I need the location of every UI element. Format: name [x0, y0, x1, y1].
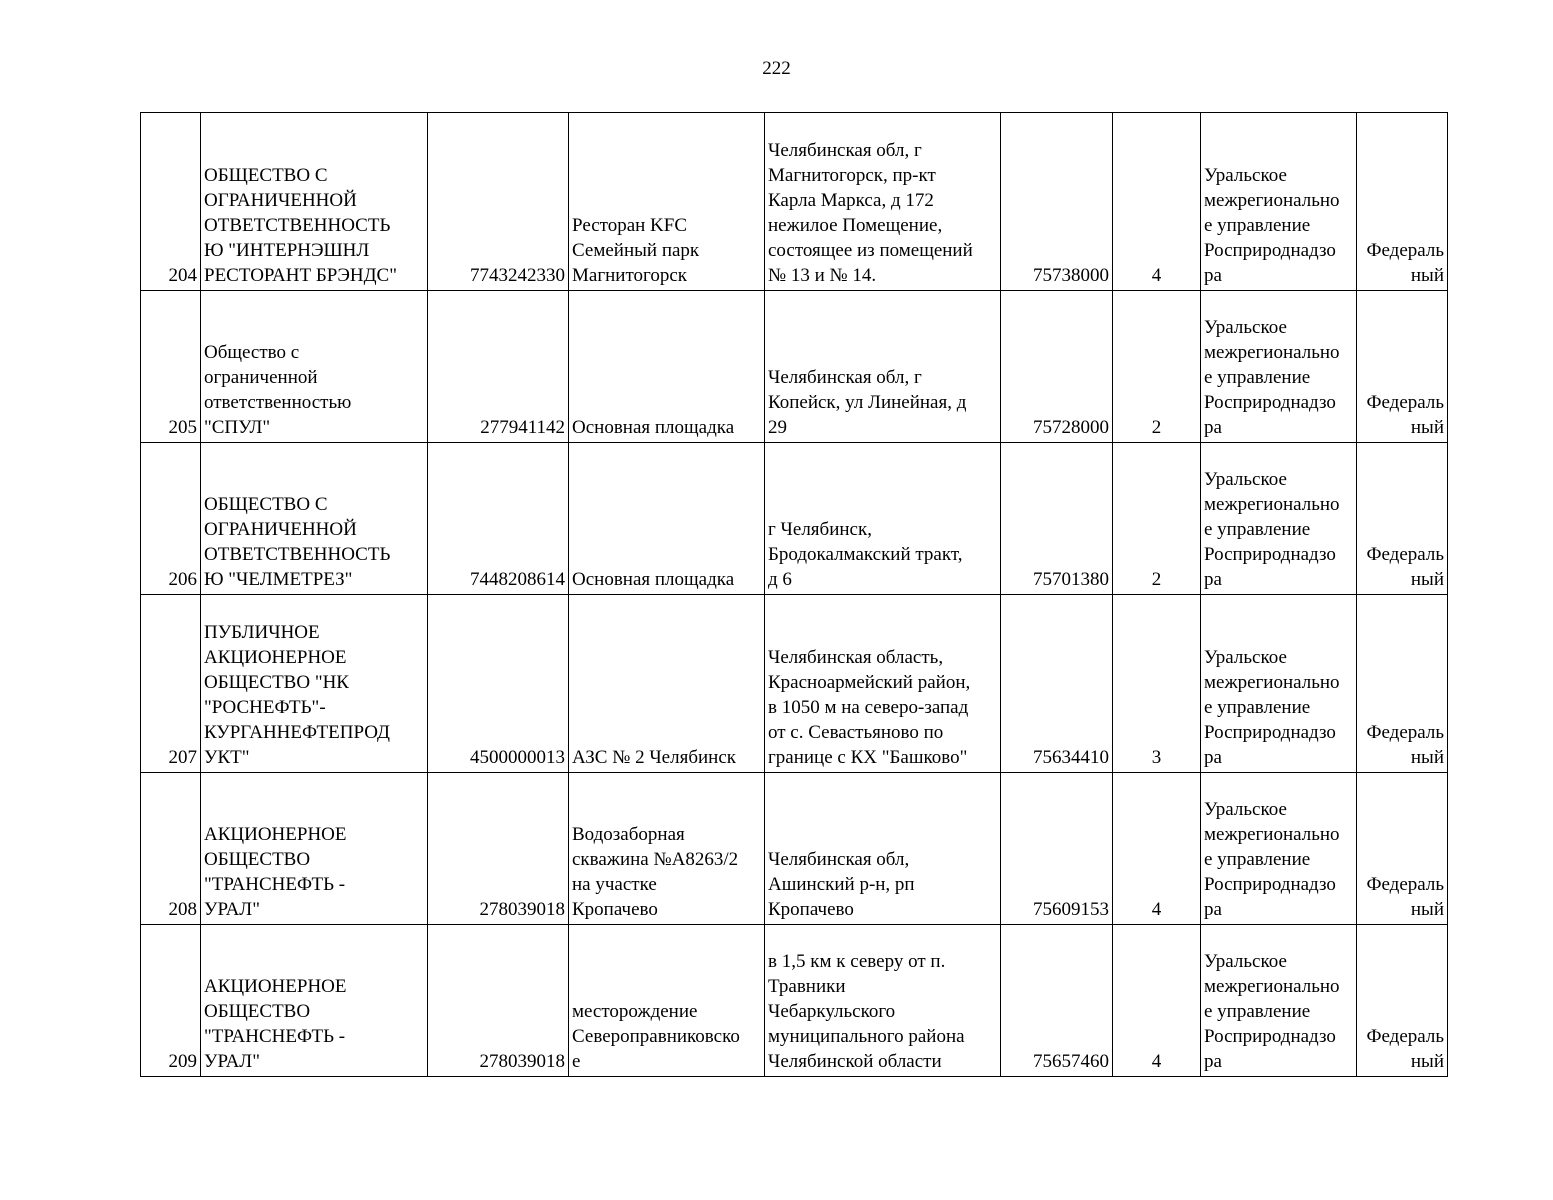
supervision-level: Федераль ный [1357, 595, 1448, 773]
authority: Уральское межрегионально е управление Росприроднадзо ра [1201, 113, 1357, 291]
row-number: 208 [141, 773, 201, 925]
category: 3 [1113, 595, 1201, 773]
inn: 277941142 [428, 291, 569, 443]
page-number: 222 [762, 58, 791, 79]
category: 4 [1113, 113, 1201, 291]
authority: Уральское межрегионально е управление Росприроднадзо ра [1201, 595, 1357, 773]
object-name: Ресторан KFC Семейный парк Магнитогорск [569, 113, 765, 291]
organization-name: Общество с ограниченной ответственностью "СПУЛ" [201, 291, 428, 443]
inn: 278039018 [428, 773, 569, 925]
oktmo: 75738000 [1001, 113, 1113, 291]
supervision-level: Федераль ный [1357, 443, 1448, 595]
object-name: АЗС № 2 Челябинск [569, 595, 765, 773]
oktmo: 75657460 [1001, 925, 1113, 1077]
authority: Уральское межрегионально е управление Росприроднадзо ра [1201, 291, 1357, 443]
address: в 1,5 км к северу от п. Травники Чебаркульского муниципального района Челябинской области [765, 925, 1001, 1077]
object-name: месторождение Североправниковско е [569, 925, 765, 1077]
row-number: 209 [141, 925, 201, 1077]
organization-name: ПУБЛИЧНОЕ АКЦИОНЕРНОЕ ОБЩЕСТВО "НК "РОСНЕФТЬ"- КУРГАННЕФТЕПРОД УКТ" [201, 595, 428, 773]
supervision-level: Федераль ный [1357, 291, 1448, 443]
oktmo: 75609153 [1001, 773, 1113, 925]
table-row [141, 443, 1448, 595]
authority: Уральское межрегионально е управление Росприроднадзо ра [1201, 443, 1357, 595]
supervision-level: Федераль ный [1357, 113, 1448, 291]
table-row [141, 113, 1448, 291]
authority: Уральское межрегионально е управление Росприроднадзо ра [1201, 773, 1357, 925]
oktmo: 75701380 [1001, 443, 1113, 595]
category: 2 [1113, 291, 1201, 443]
supervision-level: Федераль ный [1357, 925, 1448, 1077]
row-number: 207 [141, 595, 201, 773]
organization-name: ОБЩЕСТВО С ОГРАНИЧЕННОЙ ОТВЕТСТВЕННОСТЬ Ю "ИНТЕРНЭШНЛ РЕСТОРАНТ БРЭНДС" [201, 113, 428, 291]
table-row [141, 773, 1448, 925]
registry-table [140, 112, 1448, 1077]
inn: 7743242330 [428, 113, 569, 291]
object-name: Основная площадка [569, 443, 765, 595]
address: г Челябинск, Бродокалмакский тракт, д 6 [765, 443, 1001, 595]
row-number: 205 [141, 291, 201, 443]
table-row [141, 291, 1448, 443]
address: Челябинская обл, г Копейск, ул Линейная, д 29 [765, 291, 1001, 443]
address: Челябинская обл, г Магнитогорск, пр-кт Карла Маркса, д 172 нежилое Помещение, состоящее из помещений № 13 и № 14. [765, 113, 1001, 291]
inn: 4500000013 [428, 595, 569, 773]
category: 4 [1113, 925, 1201, 1077]
inn: 278039018 [428, 925, 569, 1077]
inn: 7448208614 [428, 443, 569, 595]
row-number: 206 [141, 443, 201, 595]
oktmo: 75634410 [1001, 595, 1113, 773]
table-row [141, 595, 1448, 773]
supervision-level: Федераль ный [1357, 773, 1448, 925]
table-row [141, 925, 1448, 1077]
organization-name: АКЦИОНЕРНОЕ ОБЩЕСТВО "ТРАНСНЕФТЬ - УРАЛ" [201, 773, 428, 925]
category: 2 [1113, 443, 1201, 595]
oktmo: 75728000 [1001, 291, 1113, 443]
organization-name: АКЦИОНЕРНОЕ ОБЩЕСТВО "ТРАНСНЕФТЬ - УРАЛ" [201, 925, 428, 1077]
object-name: Основная площадка [569, 291, 765, 443]
address: Челябинская область, Красноармейский район, в 1050 м на северо-запад от с. Севастьяново по границе с КХ "Башково" [765, 595, 1001, 773]
object-name: Водозаборная скважина №А8263/2 на участке Кропачево [569, 773, 765, 925]
authority: Уральское межрегионально е управление Росприроднадзо ра [1201, 925, 1357, 1077]
row-number: 204 [141, 113, 201, 291]
category: 4 [1113, 773, 1201, 925]
organization-name: ОБЩЕСТВО С ОГРАНИЧЕННОЙ ОТВЕТСТВЕННОСТЬ Ю "ЧЕЛМЕТРЕЗ" [201, 443, 428, 595]
address: Челябинская обл, Ашинский р-н, рп Кропачево [765, 773, 1001, 925]
